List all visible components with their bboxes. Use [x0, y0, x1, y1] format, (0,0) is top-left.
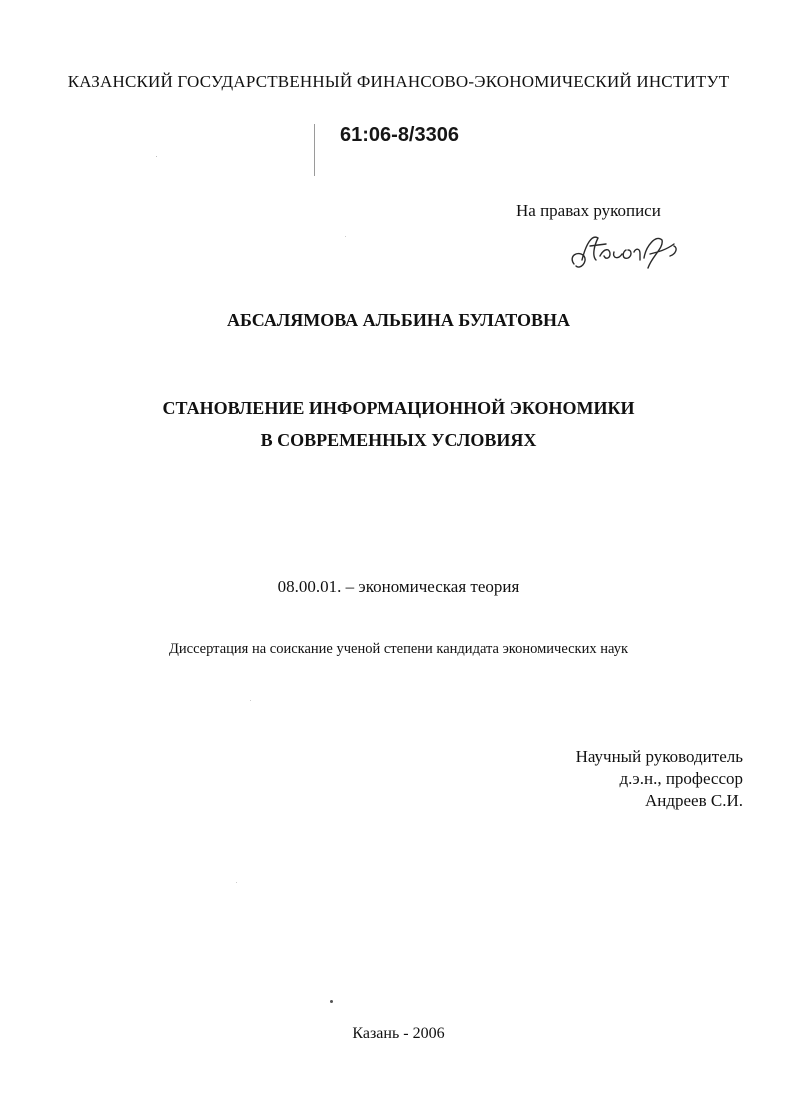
scan-speck — [330, 1000, 333, 1003]
city-year: Казань - 2006 — [352, 1025, 445, 1042]
scan-speck — [250, 700, 251, 701]
supervisor-degree: д.э.н., профессор — [619, 769, 743, 788]
dissertation-description: Диссертация на соискание ученой степени кандидата экономических наук — [168, 641, 628, 657]
title-line-1: СТАНОВЛЕНИЕ ИНФОРМАЦИОННОЙ ЭКОНОМИКИ — [162, 398, 635, 418]
supervisor-role: Научный руководитель — [575, 747, 743, 766]
scan-speck — [156, 156, 157, 157]
scientific-supervisor — [576, 746, 743, 812]
author-name: АБСАЛЯМОВА АЛЬБИНА БУЛАТОВНА — [226, 310, 571, 330]
institute-name: КАЗАНСКИЙ ГОСУДАРСТВЕННЫЙ ФИНАНСОВО-ЭКОНОМИЧЕСКИЙ ИНСТИТУТ — [67, 72, 730, 91]
title-line-2: В СОВРЕМЕННЫХ УСЛОВИЯХ — [260, 430, 537, 450]
scan-speck — [236, 882, 237, 883]
signature-stroke — [572, 237, 676, 268]
dissertation-title — [0, 392, 797, 456]
scan-speck — [345, 236, 346, 237]
manuscript-rights-label: На правах рукописи — [516, 201, 661, 220]
supervisor-name: Андреев С.И. — [644, 791, 743, 810]
archive-stamp-code: 61:06-8/3306 — [340, 124, 459, 146]
stamp-margin-mark — [314, 124, 315, 176]
author-signature — [566, 226, 686, 274]
specialty-code: 08.00.01. – экономическая теория — [277, 577, 520, 596]
